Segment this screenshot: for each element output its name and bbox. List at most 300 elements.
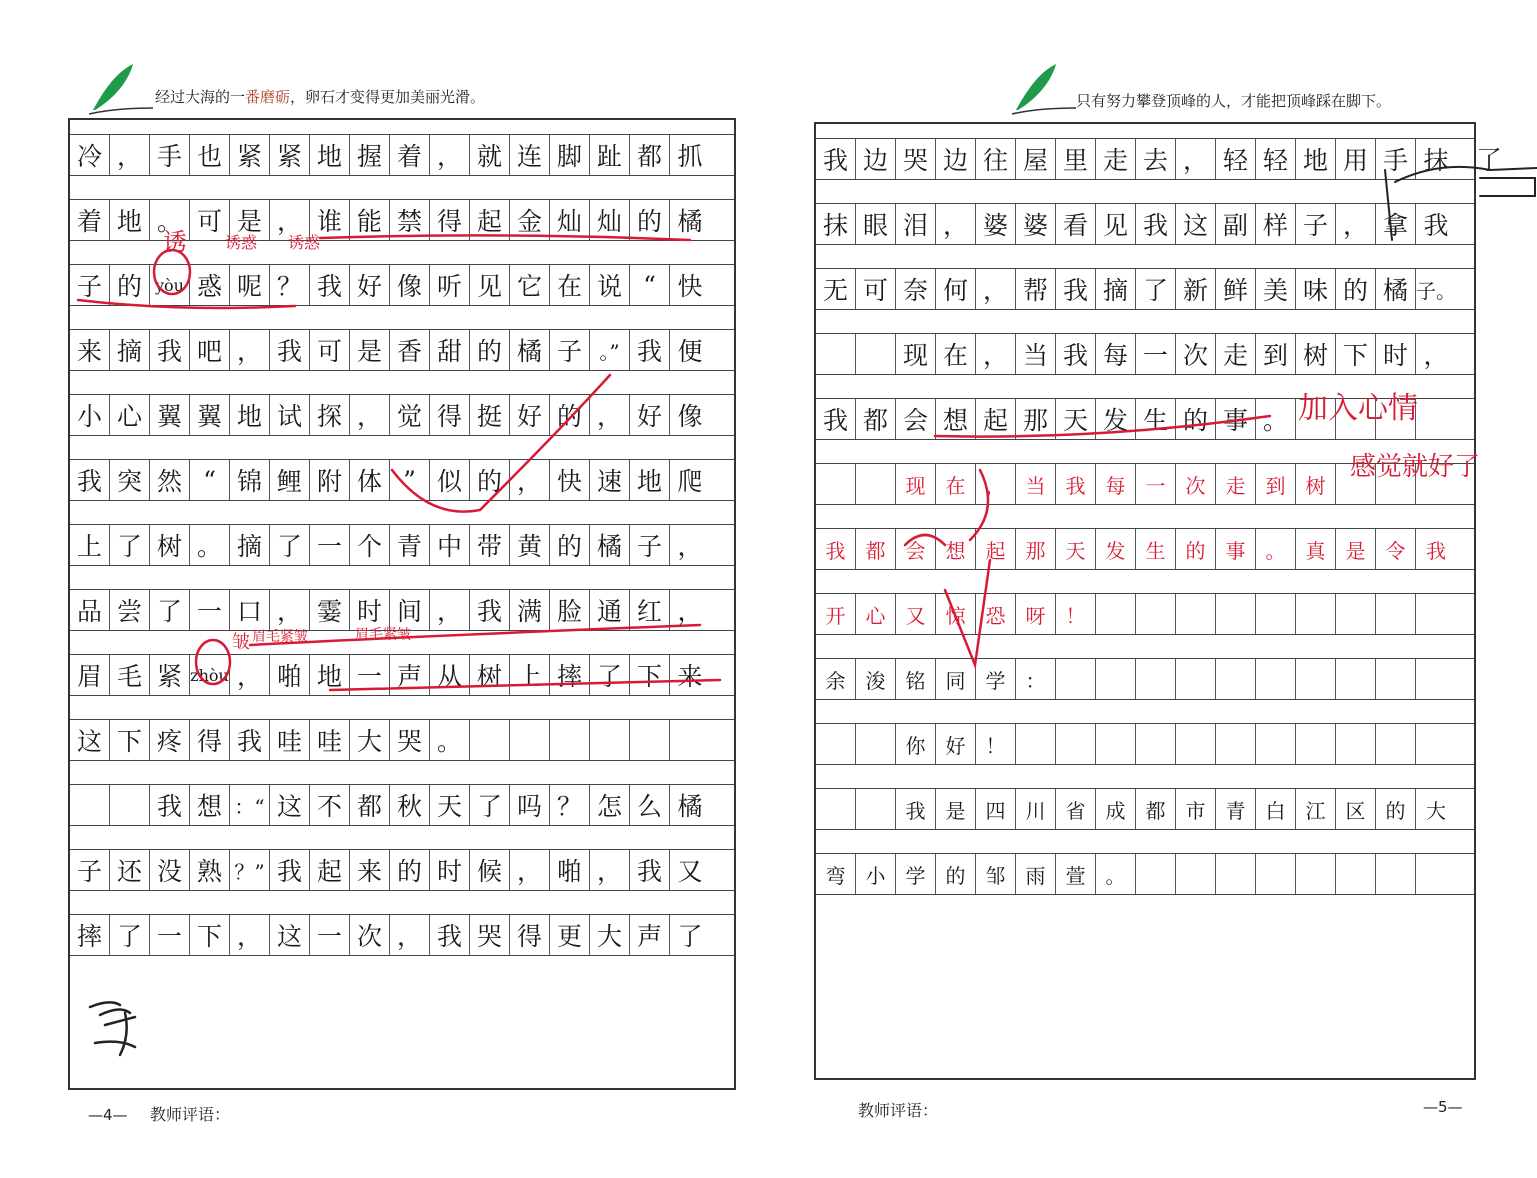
grid-cell — [856, 464, 896, 504]
grid-cell: 满 — [510, 590, 550, 630]
grid-cell: 口 — [230, 590, 270, 630]
grid-cell: 四 — [976, 789, 1016, 829]
grid-cell: 吗 — [510, 785, 550, 825]
grid-cell: 摔 — [550, 655, 590, 695]
grid-cell — [1216, 659, 1256, 699]
grid-cell — [510, 720, 550, 760]
grid-cell: 无 — [816, 269, 856, 309]
grid-cell: 美 — [1256, 269, 1296, 309]
grid-cell: 翼 — [150, 395, 190, 435]
grid-cell: 间 — [390, 590, 430, 630]
grid-cell: 来 — [70, 330, 110, 370]
grid-cell — [1176, 854, 1216, 894]
grid-cell: ， — [430, 590, 470, 630]
correction-zhou-char: 皱 — [232, 632, 250, 653]
grid-cell: 婆 — [976, 204, 1016, 244]
grid-cell: 铭 — [896, 659, 936, 699]
left-page-number: —4— — [88, 1106, 128, 1124]
grid-cell: 轻 — [1256, 139, 1296, 179]
teacher-red-row — [816, 510, 1474, 576]
grid-cell: 手 — [150, 135, 190, 175]
grid-cell: 哇 — [310, 720, 350, 760]
grid-cell — [1056, 724, 1096, 764]
grid-cell: 的 — [110, 265, 150, 305]
letter-row — [816, 640, 1474, 706]
grid-cell: 啪 — [550, 850, 590, 890]
grid-cell: 地 — [1296, 139, 1336, 179]
grid-cell — [1136, 594, 1176, 634]
grid-cell: 弯 — [816, 854, 856, 894]
grid-cell: 惊 — [936, 594, 976, 634]
grid-cell: 萱 — [1056, 854, 1096, 894]
grid-cell: ， — [1336, 204, 1376, 244]
grid-cell: 。 — [1256, 529, 1296, 569]
grid-cell: 的 — [470, 460, 510, 500]
grid-cell: 也 — [190, 135, 230, 175]
grid-cell: ， — [976, 334, 1016, 374]
grid-cell: 在 — [936, 334, 976, 374]
grid-cell: 橘 — [1376, 269, 1416, 309]
grid-cell: 现 — [896, 334, 936, 374]
margin-char-le: 了 — [1476, 146, 1503, 176]
grid-cell — [1056, 659, 1096, 699]
grid-cell: 见 — [1096, 204, 1136, 244]
grid-cell: 走 — [1216, 334, 1256, 374]
grid-cell: 市 — [1176, 789, 1216, 829]
grid-cell: ， — [430, 135, 470, 175]
right-writing-grid — [814, 122, 1476, 1080]
grid-cell: 眉 — [70, 655, 110, 695]
left-teacher-comment-label: 教师评语： — [150, 1105, 231, 1124]
grid-cell: ！ — [976, 724, 1016, 764]
grid-cell: 样 — [1256, 204, 1296, 244]
grid-cell: 子 — [550, 330, 590, 370]
grid-cell — [1296, 659, 1336, 699]
quill-icon — [1008, 58, 1078, 118]
grid-cell: 见 — [470, 265, 510, 305]
grid-cell — [1176, 724, 1216, 764]
grid-cell: 声 — [390, 655, 430, 695]
grid-cell: 便 — [677, 337, 703, 366]
essay-row — [70, 701, 734, 767]
grid-cell: 能 — [350, 200, 390, 240]
grid-cell: 。 — [430, 720, 470, 760]
grid-cell: 我 — [1056, 464, 1096, 504]
grid-cell: 走 — [1096, 139, 1136, 179]
grid-cell: 时 — [430, 850, 470, 890]
grid-cell — [1336, 594, 1376, 634]
grid-cell: 可 — [310, 330, 350, 370]
grid-cell: 好 — [510, 395, 550, 435]
grid-cell: 起 — [976, 399, 1016, 439]
essay-row — [70, 116, 734, 182]
grid-cell: 这 — [70, 720, 110, 760]
grid-cell: 同 — [936, 659, 976, 699]
essay-row — [816, 250, 1474, 316]
grid-cell: ， — [230, 330, 270, 370]
grid-cell: 心 — [110, 395, 150, 435]
essay-row — [70, 636, 734, 702]
grid-cell: ， — [230, 655, 270, 695]
left-writing-grid — [68, 118, 736, 1090]
grid-cell: ， — [270, 200, 310, 240]
grid-cell: 速 — [590, 460, 630, 500]
grid-cell: 品 — [70, 590, 110, 630]
grid-cell — [110, 785, 150, 825]
grid-cell: 一 — [1136, 334, 1176, 374]
grid-cell — [816, 334, 856, 374]
grid-cell: 像 — [390, 265, 430, 305]
grid-cell: 是 — [1336, 529, 1376, 569]
grid-cell: 学 — [896, 854, 936, 894]
grid-cell: 我 — [150, 785, 190, 825]
grid-cell: 挺 — [470, 395, 510, 435]
grid-cell — [1256, 659, 1296, 699]
grid-cell — [856, 724, 896, 764]
grid-cell: 来 — [350, 850, 390, 890]
grid-cell: “ — [190, 460, 230, 500]
essay-row — [70, 311, 734, 377]
grid-cell — [1416, 399, 1456, 439]
essay-row — [70, 376, 734, 442]
grid-cell: 边 — [936, 139, 976, 179]
grid-cell: 的 — [630, 200, 670, 240]
grid-cell — [550, 720, 590, 760]
grid-cell: 翼 — [190, 395, 230, 435]
grid-cell: ， — [590, 395, 630, 435]
correction-youhuo-1: 诱惑 — [225, 233, 258, 252]
grid-cell: 往 — [976, 139, 1016, 179]
grid-cell: 子 — [70, 265, 110, 305]
grid-cell: 毛 — [110, 655, 150, 695]
grid-cell: 这 — [1176, 204, 1216, 244]
grid-cell: 了 — [150, 590, 190, 630]
grid-cell: 了 — [677, 922, 703, 951]
grid-cell: 事 — [1216, 399, 1256, 439]
letter-row — [816, 770, 1474, 836]
grid-cell — [1216, 594, 1256, 634]
grid-cell: 好 — [936, 724, 976, 764]
grid-cell: 副 — [1216, 204, 1256, 244]
grid-cell: 金 — [510, 200, 550, 240]
grid-cell: 紧 — [150, 655, 190, 695]
grid-cell — [1336, 854, 1376, 894]
essay-row — [70, 896, 734, 962]
grid-cell: 抹 — [816, 204, 856, 244]
grid-cell: 么 — [630, 785, 670, 825]
grid-cell: 川 — [1016, 789, 1056, 829]
grid-cell: 哭 — [470, 915, 510, 955]
grid-cell: ？” — [230, 850, 270, 890]
grid-cell: 我 — [150, 330, 190, 370]
grid-cell: 次 — [350, 915, 390, 955]
grid-cell: 那 — [1016, 529, 1056, 569]
grid-cell: 会 — [896, 399, 936, 439]
grid-cell: 发 — [1096, 399, 1136, 439]
grid-cell: 可 — [856, 269, 896, 309]
grid-cell: 都 — [350, 785, 390, 825]
grid-cell: 好 — [630, 395, 670, 435]
grid-cell — [1256, 854, 1296, 894]
grid-cell: ： — [1016, 659, 1056, 699]
grid-cell: 成 — [1096, 789, 1136, 829]
grid-cell — [1416, 594, 1456, 634]
grid-cell — [1256, 594, 1296, 634]
grid-cell: 树 — [150, 525, 190, 565]
grid-cell — [470, 720, 510, 760]
grid-cell: 。 — [1096, 854, 1136, 894]
grid-cell: 想 — [936, 529, 976, 569]
grid-cell: 拿 — [1376, 204, 1416, 244]
grid-cell: 上 — [70, 525, 110, 565]
grid-cell: 开 — [816, 594, 856, 634]
grid-cell: 树 — [1296, 464, 1336, 504]
grid-cell: 霎 — [310, 590, 350, 630]
grid-cell: 好 — [350, 265, 390, 305]
grid-cell: 看 — [1056, 204, 1096, 244]
grid-cell: 当 — [1016, 334, 1056, 374]
grid-cell: ， — [976, 269, 1016, 309]
grid-cell: ， — [677, 597, 703, 626]
grid-cell: ！ — [1056, 594, 1096, 634]
correction-you-char: 诱 — [163, 228, 187, 256]
grid-cell: 听 — [430, 265, 470, 305]
grid-cell: 呀 — [1016, 594, 1056, 634]
grid-cell: 一 — [310, 915, 350, 955]
grid-cell: 个 — [350, 525, 390, 565]
grid-cell: 每 — [1096, 464, 1136, 504]
grid-cell: 眼 — [856, 204, 896, 244]
grid-cell: 青 — [390, 525, 430, 565]
grid-cell: 趾 — [590, 135, 630, 175]
grid-cell: 得 — [430, 200, 470, 240]
grid-cell: 红 — [630, 590, 670, 630]
grid-cell: ， — [350, 395, 390, 435]
grid-cell: 甜 — [430, 330, 470, 370]
grid-cell: 橘 — [590, 525, 630, 565]
grid-cell: 子 — [70, 850, 110, 890]
grid-cell: 一 — [350, 655, 390, 695]
grid-cell: 天 — [1056, 399, 1096, 439]
grid-cell: 雨 — [1016, 854, 1056, 894]
grid-cell: 生 — [1136, 399, 1176, 439]
grid-cell: 鲜 — [1216, 269, 1256, 309]
grid-cell: 邹 — [976, 854, 1016, 894]
grid-cell: 又 — [677, 857, 703, 886]
grid-cell: 着 — [390, 135, 430, 175]
grid-cell: 摘 — [1096, 269, 1136, 309]
grid-cell: 摘 — [110, 330, 150, 370]
grid-cell — [1416, 854, 1456, 894]
grid-cell: 下 — [110, 720, 150, 760]
grid-cell: 我 — [270, 330, 310, 370]
grid-cell: 轻 — [1216, 139, 1256, 179]
grid-cell: 地 — [630, 460, 670, 500]
grid-cell: zhòu — [190, 655, 230, 695]
essay-row — [70, 766, 734, 832]
grid-cell: 了 — [110, 525, 150, 565]
grid-cell: 是 — [936, 789, 976, 829]
left-page — [0, 0, 768, 1178]
grid-cell: 冷 — [70, 135, 110, 175]
grid-cell — [856, 334, 896, 374]
grid-cell — [816, 724, 856, 764]
grid-cell: 次 — [1176, 334, 1216, 374]
grid-cell: 余 — [816, 659, 856, 699]
grid-cell: 锦 — [230, 460, 270, 500]
grid-cell — [1136, 659, 1176, 699]
grid-cell: 声 — [630, 915, 670, 955]
grid-cell — [1216, 854, 1256, 894]
grid-cell: 没 — [150, 850, 190, 890]
grid-cell: 我 — [1056, 269, 1096, 309]
grid-cell: 大 — [350, 720, 390, 760]
grid-cell: 不 — [310, 785, 350, 825]
grid-cell: 体 — [350, 460, 390, 500]
grid-cell: 。 — [1256, 399, 1296, 439]
grid-cell: 了 — [470, 785, 510, 825]
grid-cell: ？ — [270, 265, 310, 305]
right-motto: 只有努力攀登顶峰的人，才能把顶峰踩在脚下。 — [1076, 92, 1392, 110]
grid-cell: 呢 — [230, 265, 270, 305]
grid-cell: 紧 — [230, 135, 270, 175]
grid-cell: 起 — [976, 529, 1016, 569]
correction-youhuo-2: 诱惑 — [288, 233, 321, 252]
grid-cell — [1096, 724, 1136, 764]
grid-cell: ， — [110, 135, 150, 175]
grid-cell — [630, 720, 670, 760]
grid-cell: ， — [1176, 139, 1216, 179]
grid-cell: 手 — [1376, 139, 1416, 179]
grid-cell: 的 — [470, 330, 510, 370]
grid-cell: 我 — [1056, 334, 1096, 374]
grid-cell: 新 — [1176, 269, 1216, 309]
grid-cell: 谁 — [310, 200, 350, 240]
grid-cell: 当 — [1016, 464, 1056, 504]
grid-cell: 抓 — [677, 142, 703, 171]
grid-cell — [1176, 594, 1216, 634]
grid-cell: 想 — [190, 785, 230, 825]
grid-cell — [816, 789, 856, 829]
grid-cell — [1296, 594, 1336, 634]
grid-cell: 我 — [430, 915, 470, 955]
grid-cell: 怎 — [590, 785, 630, 825]
correction-meimao-1: 眉毛紧皱 — [252, 629, 308, 645]
grid-cell: 白 — [1256, 789, 1296, 829]
grid-cell: 婆 — [1016, 204, 1056, 244]
grid-cell: 觉 — [390, 395, 430, 435]
grid-cell: 地 — [310, 655, 350, 695]
grid-cell: 想 — [936, 399, 976, 439]
grid-cell: 脸 — [550, 590, 590, 630]
grid-cell: 我 — [1426, 538, 1446, 563]
grid-cell — [816, 464, 856, 504]
grid-cell: 抹 — [1423, 146, 1449, 175]
grid-cell — [1376, 594, 1416, 634]
essay-row — [70, 831, 734, 897]
grid-cell: 就 — [470, 135, 510, 175]
right-page-number: —5— — [1423, 1098, 1463, 1116]
grid-cell: 惑 — [190, 265, 230, 305]
grid-cell: 爬 — [677, 467, 703, 496]
grid-cell: 然 — [150, 460, 190, 500]
grid-cell: 味 — [1296, 269, 1336, 309]
grid-cell: 了 — [270, 525, 310, 565]
grid-cell: 中 — [430, 525, 470, 565]
grid-cell — [1416, 724, 1456, 764]
grid-cell: 这 — [270, 915, 310, 955]
grid-cell — [1336, 659, 1376, 699]
grid-cell: 会 — [896, 529, 936, 569]
grid-cell: 说 — [590, 265, 630, 305]
grid-cell: 天 — [430, 785, 470, 825]
essay-row — [816, 185, 1474, 251]
grid-cell: ？ — [550, 785, 590, 825]
grid-cell: 是 — [350, 330, 390, 370]
grid-cell: 我 — [1423, 211, 1449, 240]
grid-cell: 疼 — [150, 720, 190, 760]
grid-cell: “ — [630, 265, 670, 305]
grid-cell: yòu — [150, 265, 190, 305]
grid-cell: 似 — [430, 460, 470, 500]
grid-cell: 小 — [70, 395, 110, 435]
grid-cell: ， — [936, 204, 976, 244]
grid-cell: 何 — [936, 269, 976, 309]
grid-cell: ， — [390, 915, 430, 955]
grid-cell: 连 — [510, 135, 550, 175]
grid-cell: 得 — [510, 915, 550, 955]
grid-cell: 在 — [550, 265, 590, 305]
grid-cell: 了 — [590, 655, 630, 695]
quill-icon — [85, 58, 155, 118]
grid-cell: 突 — [110, 460, 150, 500]
grid-cell: 一 — [190, 590, 230, 630]
grid-cell — [856, 789, 896, 829]
grid-cell: 屋 — [1016, 139, 1056, 179]
grid-cell: 橘 — [677, 207, 703, 236]
grid-cell: 的 — [1376, 789, 1416, 829]
grid-cell: 的 — [550, 395, 590, 435]
grid-cell: 泪 — [896, 204, 936, 244]
grid-cell: 吧 — [190, 330, 230, 370]
grid-cell: 像 — [677, 402, 703, 431]
grid-cell — [1376, 724, 1416, 764]
grid-cell — [1096, 659, 1136, 699]
grid-cell: 子。 — [1416, 278, 1456, 303]
grid-cell: 边 — [856, 139, 896, 179]
grid-cell: 它 — [510, 265, 550, 305]
grid-cell: ， — [510, 460, 550, 500]
grid-cell: 我 — [230, 720, 270, 760]
grid-cell: 心 — [856, 594, 896, 634]
grid-cell: ， — [270, 590, 310, 630]
annotation-feel-better: 感觉就好了 — [1350, 452, 1481, 482]
grid-cell — [1376, 854, 1416, 894]
grid-cell: ， — [1423, 341, 1449, 370]
grid-cell: 我 — [630, 850, 670, 890]
grid-cell: 。” — [590, 330, 630, 370]
grid-cell: 发 — [1096, 529, 1136, 569]
grid-cell: 区 — [1336, 789, 1376, 829]
grid-cell: 香 — [390, 330, 430, 370]
grid-cell: 真 — [1296, 529, 1336, 569]
grid-cell: 是 — [230, 200, 270, 240]
grid-cell: ” — [390, 460, 430, 500]
grid-cell — [1376, 659, 1416, 699]
grid-cell: 每 — [1096, 334, 1136, 374]
grid-cell: 学 — [976, 659, 1016, 699]
grid-cell: 浚 — [856, 659, 896, 699]
